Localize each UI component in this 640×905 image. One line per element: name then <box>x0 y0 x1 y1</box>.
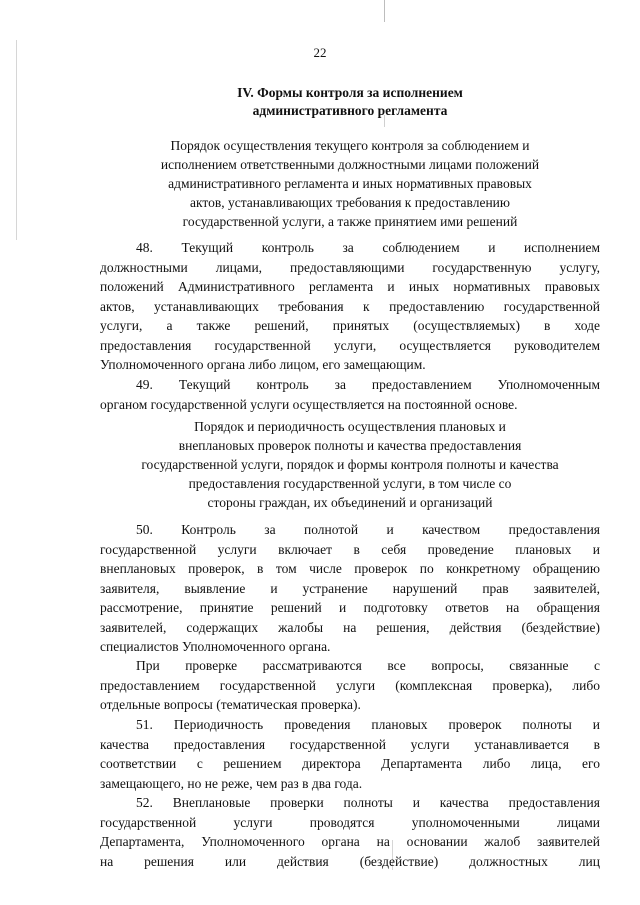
paragraph-line: 51. Периодичность проведения плановых проверок полноты и <box>136 717 600 732</box>
heading-line: предоставления государственной услуги, в том числе со <box>188 476 512 491</box>
paragraph-line: 50. Контроль за полнотой и качеством предоставления <box>136 522 600 537</box>
paragraph-52 <box>100 793 600 871</box>
scan-line-left <box>16 40 17 240</box>
paragraph-line: качества предоставления государственной услуги устанавливается в <box>100 736 600 752</box>
paragraph-line: 52. Внеплановые проверки полноты и качества предоставления <box>136 795 600 810</box>
paragraph-48 <box>100 238 600 375</box>
heading-line: государственной услуги, а также принятием ими решений <box>182 214 518 229</box>
heading-line: стороны граждан, их объединений и организаций <box>207 495 493 510</box>
heading-line: внеплановых проверок полноты и качества предоставления <box>178 438 522 453</box>
paragraph-line: специалистов Уполномоченного органа. <box>100 639 331 654</box>
paragraph-line: актов, устанавливающих требования к предоставлению государственной <box>100 298 600 314</box>
paragraph-line: соответствии с решением директора Департамента либо лица, его <box>100 756 600 771</box>
paragraph-49 <box>100 375 600 414</box>
paragraph-line: на решения или действия (бездействие) должностных лиц <box>100 853 600 869</box>
heading-line: актов, устанавливающих требования к предоставлению <box>190 195 510 210</box>
paragraph-line: внеплановых проверок, в том числе проверок по конкретному обращению <box>100 561 600 576</box>
scan-line-top <box>384 0 385 22</box>
paragraph-line: государственной услуги включает в себя проведение плановых и <box>100 541 600 557</box>
paragraph-check-scope <box>100 656 600 715</box>
paragraph-line: отдельные вопросы (тематическая проверка). <box>100 697 361 712</box>
paragraph-line: Департамента, Уполномоченного органа на основании жалоб заявителей <box>100 834 600 849</box>
paragraph-line: должностными лицами, предоставляющими государственную услугу, <box>100 259 600 275</box>
paragraph-line: 48. Текущий контроль за соблюдением и исполнением <box>136 240 600 255</box>
heading-line: Порядок и периодичность осуществления плановых и <box>194 419 506 434</box>
paragraph-line: Уполномоченного органа либо лицом, его замещающим. <box>100 357 426 372</box>
section-title-line: IV. Формы контроля за исполнением <box>237 85 463 100</box>
paragraph-50 <box>100 520 600 657</box>
paragraph-line: замещающего, но не реже, чем раз в два года. <box>100 775 363 791</box>
paragraph-line: органом государственной услуги осуществляется на постоянной основе. <box>100 396 518 412</box>
subsection-heading-inspections <box>100 417 600 512</box>
paragraph-line: предоставления государственной услуги, осуществляется руководителем <box>100 337 600 353</box>
paragraph-line: При проверке рассматриваются все вопросы, связанные с <box>136 658 600 673</box>
subsection-heading-current-control <box>100 136 600 231</box>
section-title-line: административного регламента <box>252 103 448 118</box>
paragraph-line: положений Административного регламента и иных нормативных правовых <box>100 279 600 294</box>
paragraph-line: услуги, а также решений, принятых (осуществляемых) в ходе <box>100 318 600 333</box>
heading-line: исполнением ответственными должностными лицами положений <box>160 157 540 172</box>
page-number: 22 <box>313 45 327 60</box>
paragraph-line: заявителя, выявление и устранение нарушений прав заявителей, <box>100 580 600 596</box>
heading-line: государственной услуги, порядок и формы контроля полноты и качества <box>141 457 559 472</box>
paragraph-line: рассмотрение, принятие решений и подготовку ответов на обращения <box>100 600 600 615</box>
paragraph-51 <box>100 715 600 793</box>
heading-line: административного регламента и иных нормативных правовых <box>168 176 532 191</box>
paragraph-line: предоставлением государственной услуги (комплексная проверка), либо <box>100 677 600 693</box>
heading-line: Порядок осуществления текущего контроля за соблюдением и <box>170 138 530 153</box>
section-title <box>100 84 600 120</box>
paragraph-line: государственной услуги проводятся уполномоченными лицами <box>100 814 600 830</box>
paragraph-line: заявителей, содержащих жалобы на решения, действия (бездействие) <box>100 619 600 635</box>
paragraph-line: 49. Текущий контроль за предоставлением Уполномоченным <box>136 377 600 392</box>
